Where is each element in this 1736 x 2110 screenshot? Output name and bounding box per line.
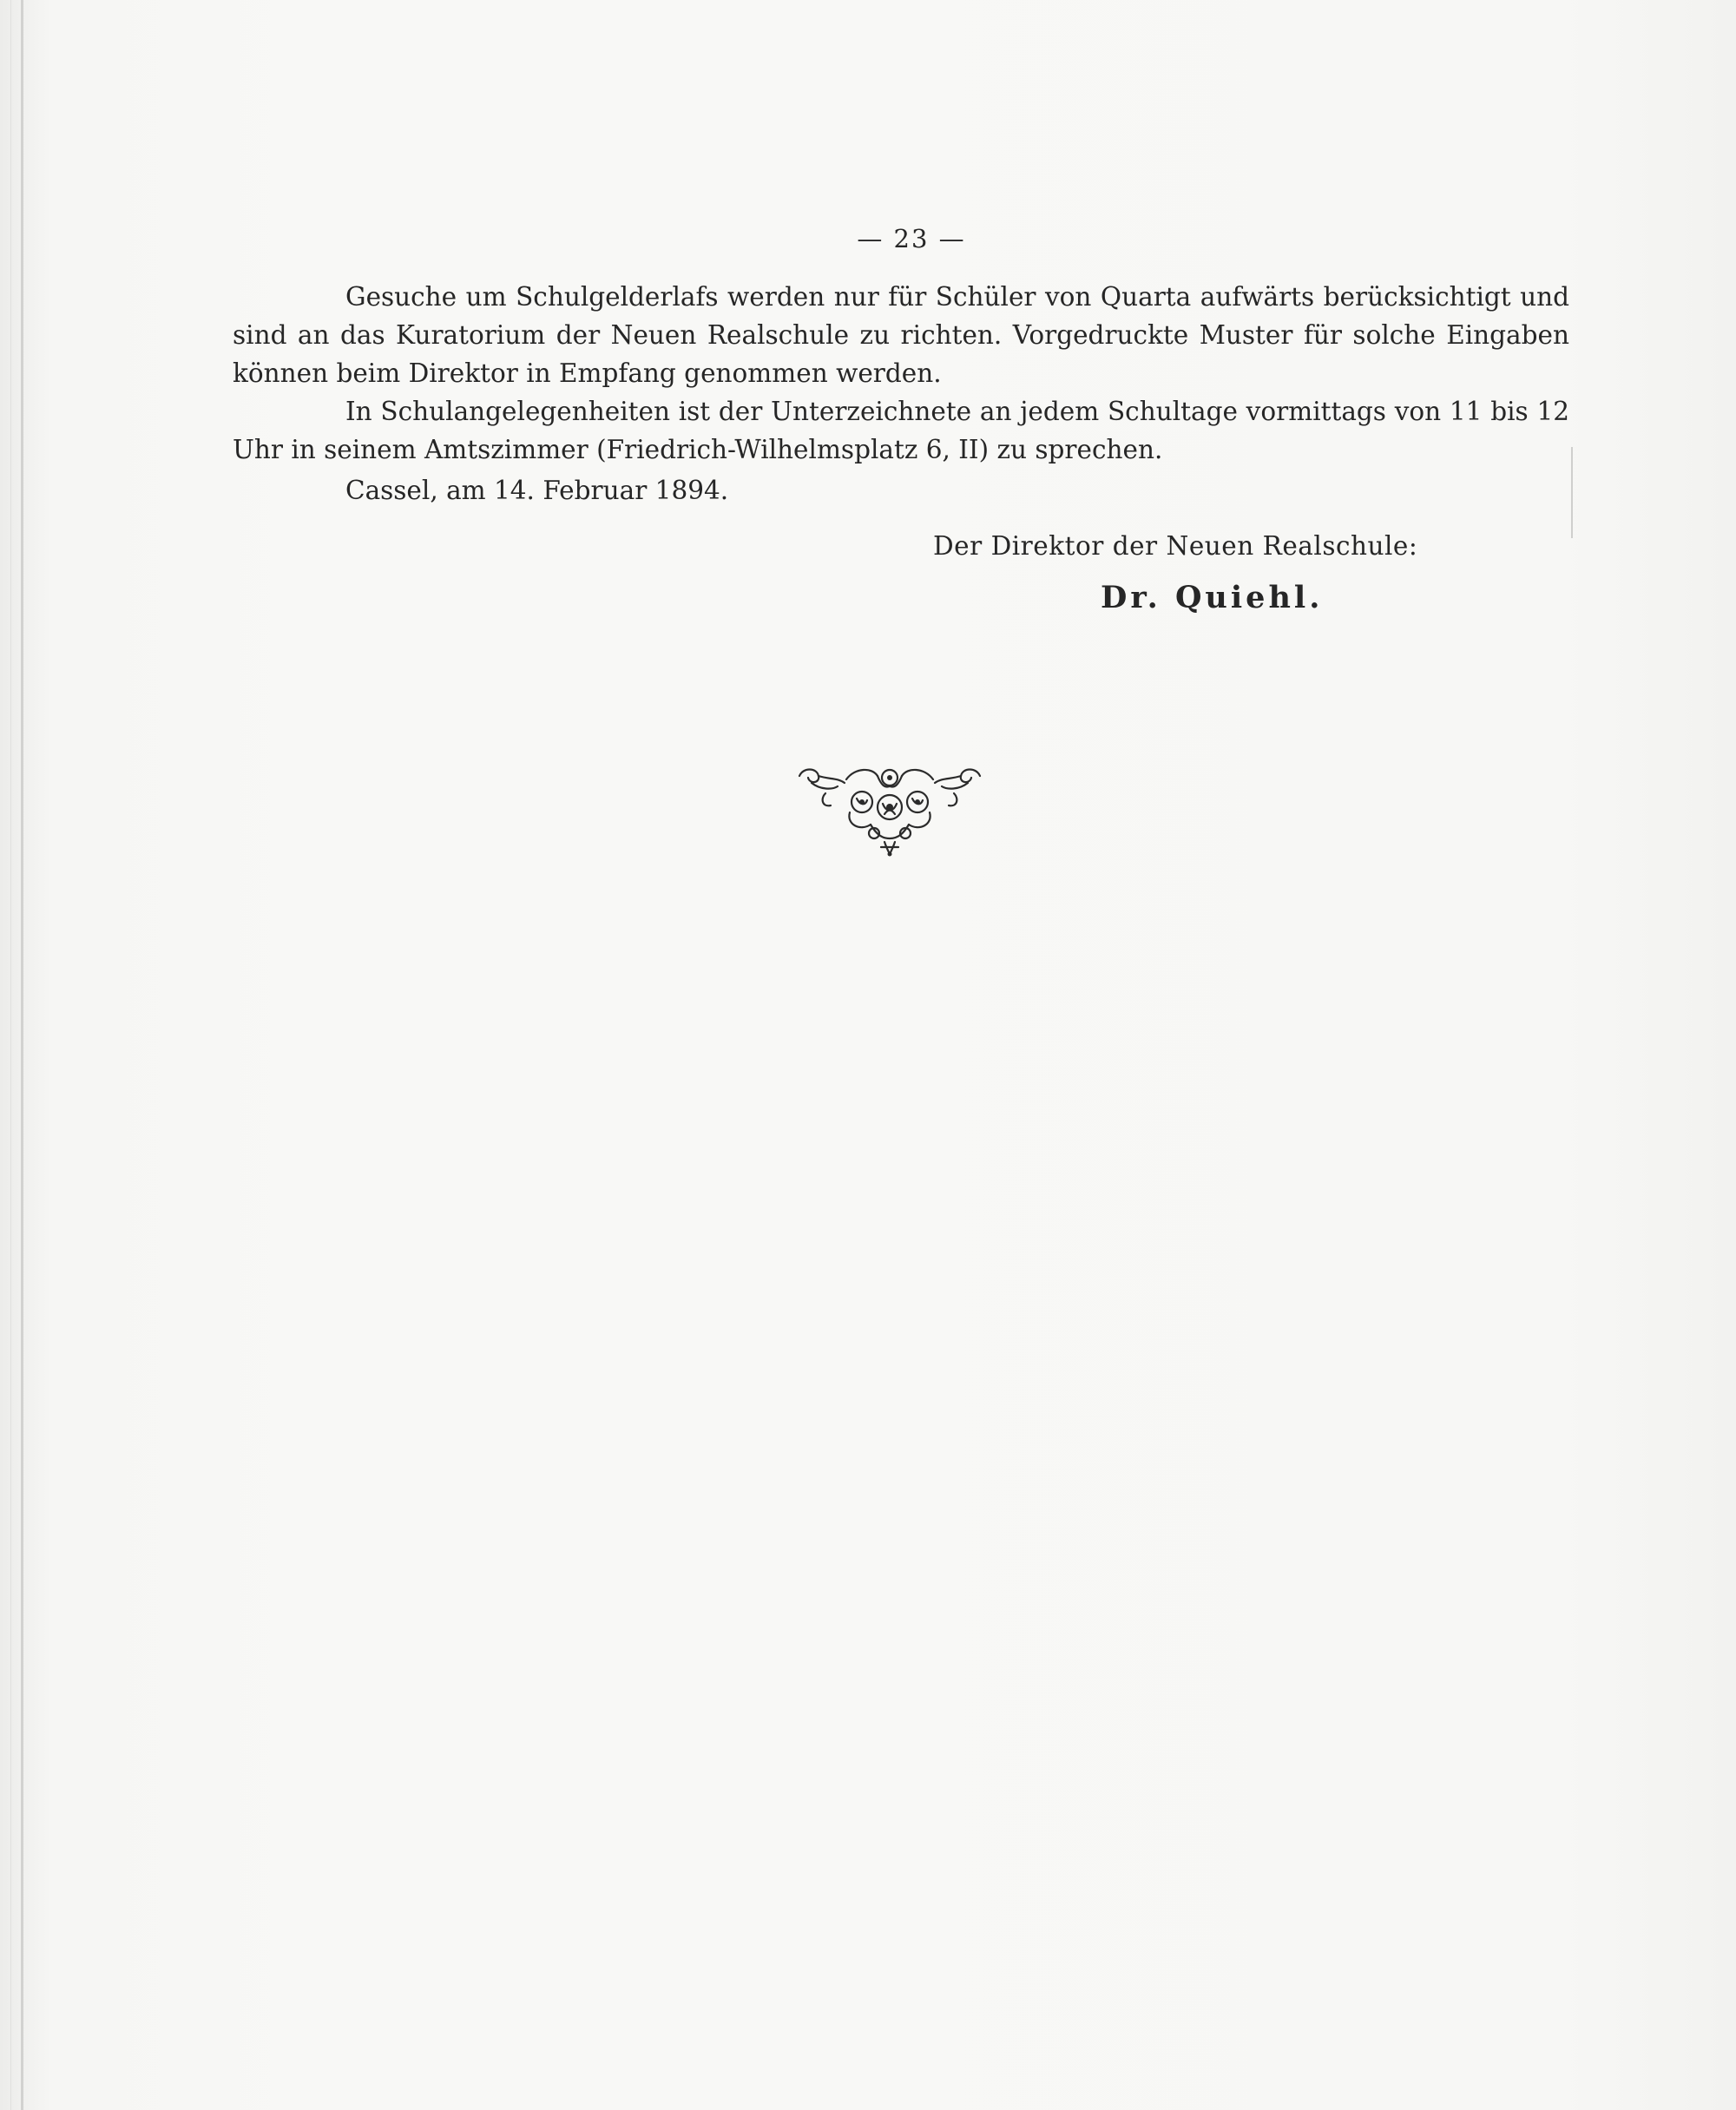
date-line: Cassel, am 14. Februar 1894. xyxy=(345,476,729,505)
signature-name: Dr. Quiehl. xyxy=(1101,580,1324,615)
signature-title: Der Direktor der Neuen Realschule: xyxy=(933,531,1418,561)
paragraph-office-hours: In Schulangelegenheiten ist der Unterzeichnete an jedem Schultage vormittags von 11 bis 12 Uhr in seinem Amtszimmer (Friedrich-Wilhelmsplatz 6, II) zu sprechen. xyxy=(233,397,1569,464)
body-text xyxy=(233,278,1569,469)
binding-edge xyxy=(10,0,11,2110)
floral-vignette-icon xyxy=(794,764,985,859)
paragraph-school-fee: Gesuche um Schulgelderlafs werden nur für Schüler von Quarta aufwärts berücksichtigt und sind an das Kuratorium der Neuen Realschule zu richten. Vorgedruckte Muster für solche Eingaben können beim Direktor in Empfang genommen werden. xyxy=(233,282,1569,388)
page-number: — 23 — xyxy=(857,224,966,253)
binding-shadow xyxy=(21,0,23,2110)
margin-mark xyxy=(1571,447,1573,538)
